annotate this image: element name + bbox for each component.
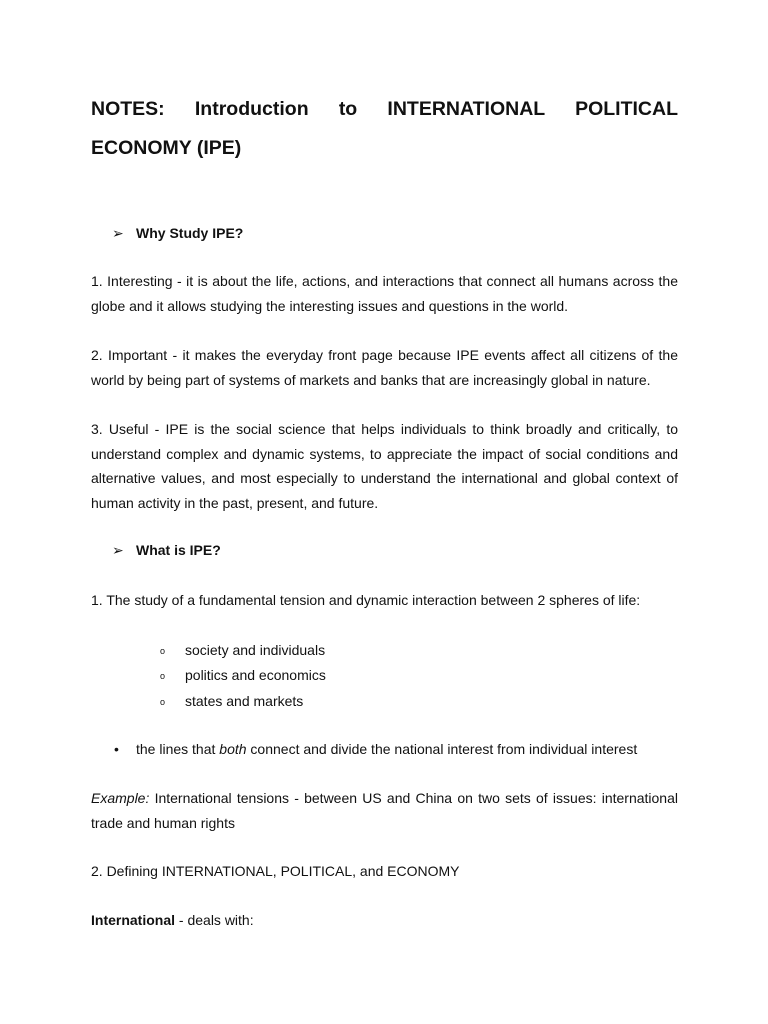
spheres-list: [160, 638, 326, 714]
list-item-text: politics and economics: [185, 667, 326, 684]
section-heading-label: What is IPE?: [136, 542, 221, 558]
paragraph-study-definition: 1. The study of a fundamental tension and dynamic interaction between 2 spheres of life:: [91, 592, 641, 608]
list-item: [160, 689, 326, 714]
bullet-text-after: connect and divide the national interest from individual interest: [246, 741, 638, 757]
list-item: [160, 638, 326, 663]
example-text: International tensions - between US and China on two sets of issues: international trade and human rights: [91, 790, 678, 831]
bullet-icon: •: [114, 741, 119, 757]
bullet-item-lines: [114, 737, 637, 761]
paragraph-important: 2. Important - it makes the everyday front page because IPE events affect all citizens of the world by being part of systems of markets and banks that are increasingly global in nature.: [91, 347, 678, 388]
list-item-text: society and individuals: [185, 642, 326, 658]
paragraph-useful: 3. Useful - IPE is the social science that helps individuals to think broadly and critically, to understand complex and dynamic systems, to appreciate the impact of social conditions and alternative values, and most especially to understand the international and global context of human activity in the past, present, and future.: [91, 421, 678, 511]
international-text: - deals with:: [175, 912, 254, 928]
paragraph-international: [91, 908, 678, 933]
circle-bullet-icon: o: [160, 646, 166, 656]
paragraph-defining: 2. Defining INTERNATIONAL, POLITICAL, and ECONOMY: [91, 863, 460, 879]
paragraph-interesting: 1. Interesting - it is about the life, actions, and interactions that connect all humans across the globe and it allows studying the interesting issues and questions in the world.: [91, 273, 678, 314]
arrow-bullet-icon: ➢: [112, 542, 124, 558]
page-title: NOTES: Introduction to INTERNATIONAL POLITICAL ECONOMY (IPE): [91, 98, 678, 159]
international-label: International: [91, 912, 176, 928]
bullet-text-before: the lines that: [136, 741, 220, 757]
section-heading-what-is: [112, 541, 221, 559]
circle-bullet-icon: o: [160, 671, 166, 682]
circle-bullet-icon: o: [160, 696, 166, 707]
example-label: Example:: [91, 790, 150, 806]
list-item: [160, 663, 326, 688]
list-item-text: states and markets: [185, 692, 304, 709]
section-heading-label: Why Study IPE?: [136, 225, 244, 241]
paragraph-example: [91, 786, 678, 835]
arrow-bullet-icon: ➢: [112, 225, 124, 241]
section-heading-why-study: [112, 224, 243, 242]
bullet-text-emphasis: both: [219, 741, 247, 757]
